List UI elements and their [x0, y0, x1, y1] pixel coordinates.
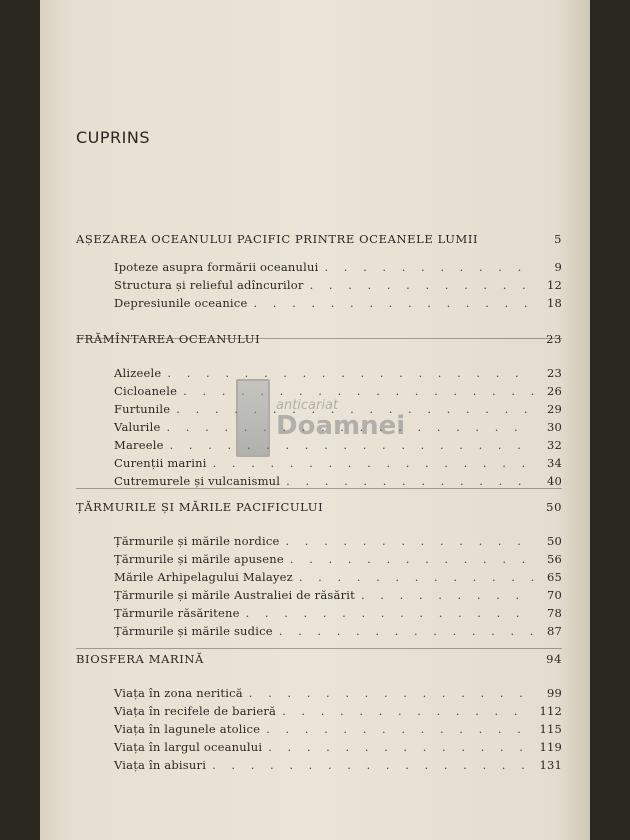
- toc-entry: Furtunile . . . 29: [76, 402, 562, 420]
- toc-entry: Curenții marini . . . 34: [76, 456, 562, 474]
- toc-entry: Țărmurile și mările sudice . . . 87: [76, 624, 562, 642]
- toc-entry: Viața în lagunele atolice . . . 115: [76, 722, 562, 740]
- page-title: CUPRINS: [76, 128, 150, 147]
- toc-entry: Valurile . . . 30: [76, 420, 562, 438]
- toc-entry: Viața în recifele de barieră . . . 112: [76, 704, 562, 722]
- toc-entry: Mareele . . . 32: [76, 438, 562, 456]
- toc-entry: Țărmurile și mările apusene . . . 56: [76, 552, 562, 570]
- toc-section: ȚĂRMURILE ȘI MĂRILE PACIFICULUI 50: [76, 500, 562, 514]
- toc-entry: Cicloanele . . . 26: [76, 384, 562, 402]
- toc-entry: Țărmurile și mările Australiei de răsărit . . . 70: [76, 588, 562, 606]
- book-page: [40, 0, 590, 840]
- toc-entry: Depresiunile oceanice . . . 18: [76, 296, 562, 314]
- toc-entry: Mările Arhipelagului Malayez . . . 65: [76, 570, 562, 588]
- toc-section: FRĂMÎNTAREA OCEANULUI 23: [76, 332, 562, 346]
- watermark: [236, 379, 405, 457]
- toc-entry: Țărmurile și mările nordice . . . 50: [76, 534, 562, 552]
- divider: [76, 648, 562, 649]
- watermark-top-text: anticariat: [276, 397, 339, 413]
- toc-section: BIOSFERA MARINĂ 94: [76, 652, 562, 666]
- toc-entry: Viața în zona neritică . . . 99: [76, 686, 562, 704]
- toc-entry: Viața în largul oceanului . . . 119: [76, 740, 562, 758]
- toc-section: AȘEZAREA OCEANULUI PACIFIC PRINTRE OCEANELE LUMII 5: [76, 232, 562, 246]
- books-logo-icon: [236, 379, 270, 457]
- watermark-main-text: Doamnei: [276, 410, 406, 441]
- toc-entry: Alizeele . . . 23: [76, 366, 562, 384]
- toc-entry: Structura și relieful adîncurilor . . . 12: [76, 278, 562, 296]
- toc-entry: Cutremurele și vulcanismul . . . 40: [76, 474, 562, 492]
- toc-entry: Țărmurile răsăritene . . . 78: [76, 606, 562, 624]
- toc-entry: Ipoteze asupra formării oceanului . . . 9: [76, 260, 562, 278]
- toc-entry: Viața în abisuri . . . 131: [76, 758, 562, 776]
